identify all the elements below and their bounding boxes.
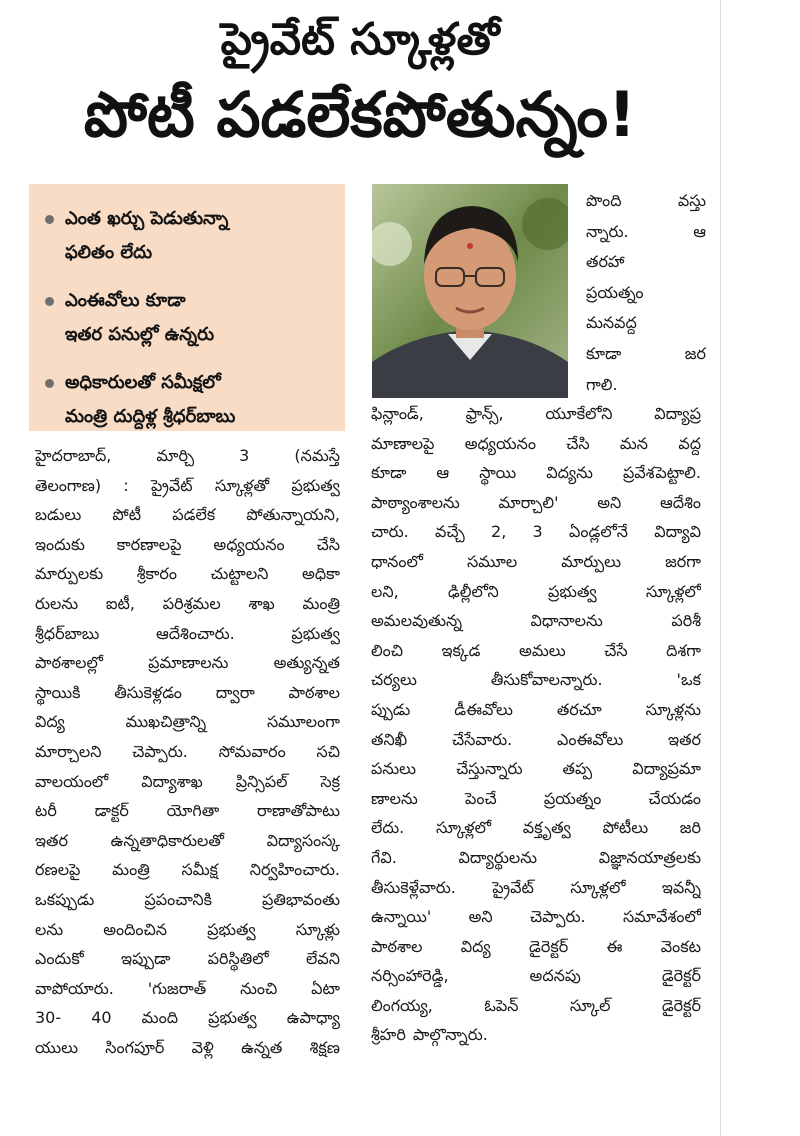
highlights-list <box>29 184 345 434</box>
text-line: యులు సింగపూర్ వెళ్లి ఉన్నత శిక్షణ <box>35 1037 340 1057</box>
text-line: బడులు పోటీ పడలేక పోతున్నాయని, <box>35 505 340 525</box>
text-line: తనిఖీ చేసేవారు. ఎంఈవోలు ఇతర <box>371 729 701 749</box>
headline-line-1: ప్రైవేట్ స్కూళ్లతో <box>220 14 500 65</box>
text-line: పాఠశాల విద్య డైరెక్టర్ ఈ వెంకట <box>371 936 701 956</box>
minister-photo <box>372 184 568 398</box>
text-line: పనులు చేస్తున్నారు తప్ప విద్యాప్రమా <box>371 759 701 779</box>
text-line: ప్పుడు డీఈవోలు తరచూ స్కూళ్లను <box>371 699 701 719</box>
text-line: పాఠ్యాంశాలను మార్చాలి' అని ఆదేశిం <box>371 492 701 512</box>
text-line: చారు. వచ్చే 2, 3 ఏండ్లలోనే విద్యావి <box>371 522 701 542</box>
text-line: గాలి. <box>586 374 618 394</box>
text-line: నర్సింహారెడ్డి, అదనపు డైరెక్టర్ <box>371 966 701 986</box>
highlight-line: ఎంత ఖర్చు పెడుతున్నా <box>65 208 229 229</box>
text-line: 30- 40 మంది ప్రభుత్వ ఉపాధ్యా <box>35 1008 340 1028</box>
text-line: తెలంగాణ) : ప్రైవేట్ స్కూళ్లతో ప్రభుత్వ <box>35 475 340 495</box>
text-line: మాణాలపై అధ్యయనం చేసి మన వద్ద <box>371 433 701 453</box>
text-line: శ్రీధర్‌బాబు ఆదేశించారు. ప్రభుత్వ <box>35 623 340 643</box>
text-line: ఒకప్పుడు ప్రపంచానికి ప్రతిభావంతు <box>35 889 340 909</box>
highlight-item <box>43 366 345 434</box>
highlight-line: ఇతర పనుల్లో ఉన్నరు <box>65 324 215 345</box>
highlight-item <box>43 284 345 352</box>
text-line: తీసుకెళ్లేవారు. ప్రైవేట్ స్కూళ్లలో ఇవన్నీ <box>371 877 701 897</box>
text-line: లింగయ్య, ఓపెన్ స్కూల్ డైరెక్టర్ <box>371 995 701 1015</box>
text-line: గేవి. విద్యార్థులను విజ్ఞానయాత్రలకు <box>371 847 701 867</box>
minister-portrait-icon <box>372 184 568 398</box>
text-line: వాపోయారు. 'గుజరాత్ నుంచి ఏటా <box>35 978 340 998</box>
text-line: లేదు. స్కూళ్లలో వక్తృత్వ పోటీలు జరి <box>371 818 701 838</box>
text-line: ఫిన్లాండ్, ఫ్రాన్స్, యూకేలోని విద్యాప్ర <box>371 404 701 423</box>
text-line: ఎందుకో ఇప్పుడా పరిస్థితిలో లేవని <box>35 949 340 969</box>
text-line: స్థాయికి తీసుకెళ్లడం ద్వారా పాఠశాల <box>35 682 340 702</box>
text-line: విద్య ముఖచిత్రాన్ని సమూలంగా <box>35 712 340 732</box>
highlight-line: ఎంఈవోలు కూడా <box>65 290 186 311</box>
text-line: మార్పులకు శ్రీకారం చుట్టాలని అధికా <box>35 564 340 584</box>
bullet-icon <box>45 379 54 388</box>
text-line: అమలవుతున్న విధానాలను పరిశీ <box>371 611 701 631</box>
text-line: లించి ఇక్కడ అమలు చేసే దిశగా <box>371 640 701 660</box>
bullet-icon <box>45 215 54 224</box>
text-line: చర్యలు తీసుకోవాలన్నారు. 'ఒక <box>371 670 701 690</box>
text-line: ణాలను పెంచే ప్రయత్నం చేయడం <box>371 788 701 808</box>
headline-line-2: పోటీ పడలేకపోతున్నం! <box>83 78 637 151</box>
text-line: రణలపై మంత్రి సమీక్ష నిర్వహించారు. <box>35 860 340 880</box>
article-column-narrow <box>586 186 706 400</box>
text-line: ఇందుకు కారణాలపై అధ్యయనం చేసి <box>35 534 340 554</box>
text-line: పాఠశాలల్లో ప్రమాణాలను అత్యున్నత <box>35 653 340 673</box>
text-line: రులను ఐటీ, పరిశ్రమల శాఖ మంత్రి <box>35 593 340 613</box>
text-line: వాలయంలో విద్యాశాఖ ప్రిన్సిపల్ సెక్ర <box>35 771 340 791</box>
highlight-item <box>43 202 345 270</box>
text-line: న్నారు. ఆ <box>586 221 706 241</box>
text-line: శ్రీహరి పాల్గొన్నారు. <box>371 1025 488 1045</box>
text-line: లని, ఢిల్లీలోని ప్రభుత్వ స్కూళ్లలో <box>371 581 701 601</box>
text-line: టరీ డాక్టర్ యోగితా రాణాతోపాటు <box>35 801 340 821</box>
text-line: లను అందించిన ప్రభుత్వ స్కూళ్లు <box>35 919 340 939</box>
bullet-icon <box>45 297 54 306</box>
article-column-right <box>371 399 701 1050</box>
text-line: హైదరాబాద్, మార్చి 3 (నమస్తే <box>35 446 340 465</box>
text-line: మనవద్ద <box>586 313 637 333</box>
text-line: తరహా <box>586 252 625 272</box>
highlight-line: మంత్రి దుద్దిళ్ల శ్రీధర్‌బాబు <box>65 406 236 427</box>
text-line: కూడా జర <box>586 343 706 363</box>
text-line: ధానంలో సమూల మార్పులు జరగా <box>371 551 701 571</box>
text-line: ఉన్నాయి' అని చెప్పారు. సమావేశంలో <box>371 907 701 927</box>
text-line: మార్చాలని చెప్పారు. సోమవారం సచి <box>35 741 340 761</box>
text-line: ప్రయత్నం <box>586 282 644 302</box>
highlight-line: ఫలితం లేదు <box>65 242 153 263</box>
highlight-line: అధికారులతో సమీక్షలో <box>65 372 221 393</box>
text-line: పొంది వస్తు <box>586 191 706 210</box>
highlights-box <box>29 184 345 431</box>
article-column-left <box>35 441 340 1062</box>
text-line: ఇతర ఉన్నతాధికారులతో విద్యాసంస్క <box>35 830 340 850</box>
text-line: కూడా ఆ స్థాయి విద్యను ప్రవేశపెట్టాలి. <box>371 463 701 483</box>
